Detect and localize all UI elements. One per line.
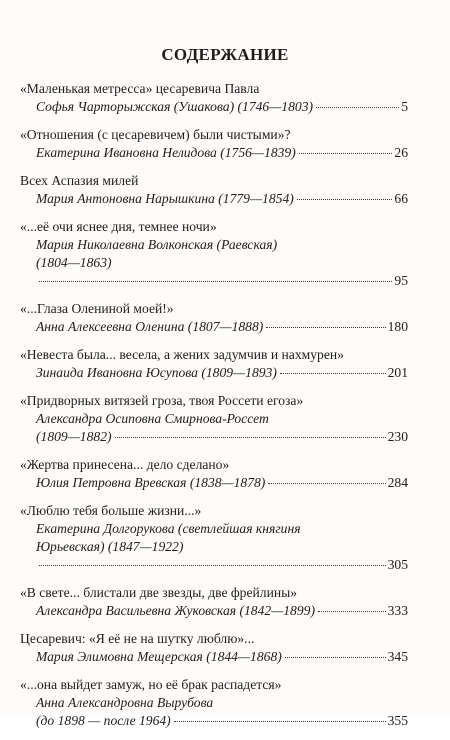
toc-entry[interactable] [20, 80, 408, 116]
toc-entry-page-row [20, 364, 408, 382]
page-title: СОДЕРЖАНИЕ [161, 45, 289, 64]
toc-entry-page-row [20, 474, 408, 492]
toc-entry-name: (1804—1863) [36, 255, 112, 270]
toc-entry-page-number[interactable]: 230 [387, 429, 408, 444]
toc-entry[interactable] [20, 218, 408, 290]
toc-entry[interactable] [20, 300, 408, 336]
toc-entry-page-number[interactable]: 95 [394, 273, 408, 288]
toc-entry[interactable] [20, 392, 408, 446]
toc-entry-page-number[interactable]: 26 [394, 145, 408, 160]
toc-entry-heading: «Отношения (с цесаревичем) были чистыми»? [20, 127, 291, 142]
toc-entry-heading: «Придворных витязей гроза, твоя Россети егоза» [20, 393, 304, 408]
dot-leader [266, 327, 385, 328]
toc-entry-heading: «Люблю тебя больше жизни...» [20, 503, 202, 518]
dot-leader [297, 199, 393, 200]
dot-leader [115, 437, 386, 438]
toc-entry-heading: «...её очи яснее дня, темнее ночи» [20, 219, 217, 234]
toc-entry[interactable] [20, 584, 408, 620]
toc-entry-page-number[interactable]: 284 [387, 475, 408, 490]
toc-entry-name: Юлия Петровна Вревская (1838—1878) [36, 475, 266, 490]
table-of-contents [20, 80, 408, 740]
dot-leader [268, 483, 385, 484]
toc-entry-name: Мария Николаевна Волконская (Раевская) [36, 237, 278, 252]
toc-entry-name: Мария Элимовна Мещерская (1844—1868) [36, 649, 282, 664]
dot-leader [318, 611, 386, 612]
toc-entry-page-number[interactable]: 345 [387, 649, 408, 664]
toc-entry[interactable] [20, 346, 408, 382]
toc-entry-page-number[interactable]: 5 [401, 99, 408, 114]
toc-entry[interactable] [20, 172, 408, 208]
dot-leader [174, 721, 386, 722]
toc-entry-page-row [20, 98, 408, 116]
toc-entry-page-number[interactable]: 333 [387, 603, 408, 618]
toc-entry-page-row [20, 190, 408, 208]
toc-entry[interactable] [20, 456, 408, 492]
toc-entry[interactable] [20, 502, 408, 574]
toc-entry-heading: «Маленькая метресса» цесаревича Павла [20, 81, 260, 96]
toc-entry-heading: «В свете... блистали две звезды, две фрейлины» [20, 585, 298, 600]
toc-entry-page-row [20, 318, 408, 336]
toc-entry-name: Софья Чарторыжская (Ушакова) (1746—1803) [36, 99, 314, 114]
toc-entry-name: Анна Алексеевна Оленина (1807—1888) [36, 319, 264, 334]
toc-entry-name: Анна Александровна Вырубова [36, 695, 214, 710]
toc-entry-page-row [20, 556, 408, 574]
toc-entry-heading: «Невеста была... весела, а жених задумчив и нахмурен» [20, 347, 344, 362]
toc-entry-page-number[interactable]: 355 [387, 713, 408, 728]
dot-leader [285, 657, 386, 658]
toc-entry-name: Юрьевская) (1847—1922) [36, 539, 184, 554]
toc-entry-page-row [20, 648, 408, 666]
toc-entry-name: Екатерина Ивановна Нелидова (1756—1839) [36, 145, 296, 160]
dot-leader [316, 107, 399, 108]
toc-entry-page-row [20, 602, 408, 620]
dot-leader [39, 565, 386, 566]
toc-entry-name: Мария Антоновна Нарышкина (1779—1854) [36, 191, 294, 206]
dot-leader [39, 281, 392, 282]
toc-entry-page-number[interactable]: 66 [394, 191, 408, 206]
toc-entry-name: Екатерина Долгорукова (светлейшая княгиня [36, 521, 301, 536]
toc-entry-name: Зинаида Ивановна Юсупова (1809—1893) [36, 365, 277, 380]
toc-entry-page-row [20, 428, 408, 446]
toc-entry-page-number[interactable]: 305 [387, 557, 408, 572]
toc-entry-name: Александра Васильевна Жуковская (1842—1899) [36, 603, 315, 618]
toc-entry-page-row [20, 144, 408, 162]
toc-entry-page-row [20, 272, 408, 290]
toc-entry-name: (1809—1882) [36, 429, 112, 444]
toc-entry-heading: «Жертва принесена... дело сделано» [20, 457, 230, 472]
toc-entry-heading: Всех Аспазия милей [20, 173, 139, 188]
toc-entry[interactable] [20, 676, 408, 730]
toc-entry-page-number[interactable]: 180 [387, 319, 408, 334]
toc-entry[interactable] [20, 126, 408, 162]
toc-entry-page-number[interactable]: 201 [387, 365, 408, 380]
toc-entry-name: Александра Осиповна Смирнова-Россет [36, 411, 269, 426]
toc-entry[interactable] [20, 630, 408, 666]
dot-leader [280, 373, 386, 374]
toc-entry-heading: «...Глаза Олениной моей!» [20, 301, 174, 316]
toc-entry-heading: «...она выйдет замуж, но её брак распадется» [20, 677, 282, 692]
dot-leader [299, 153, 393, 154]
toc-entry-name: (до 1898 — после 1964) [36, 713, 171, 728]
toc-entry-heading: Цесаревич: «Я её не на шутку люблю»... [20, 631, 255, 646]
